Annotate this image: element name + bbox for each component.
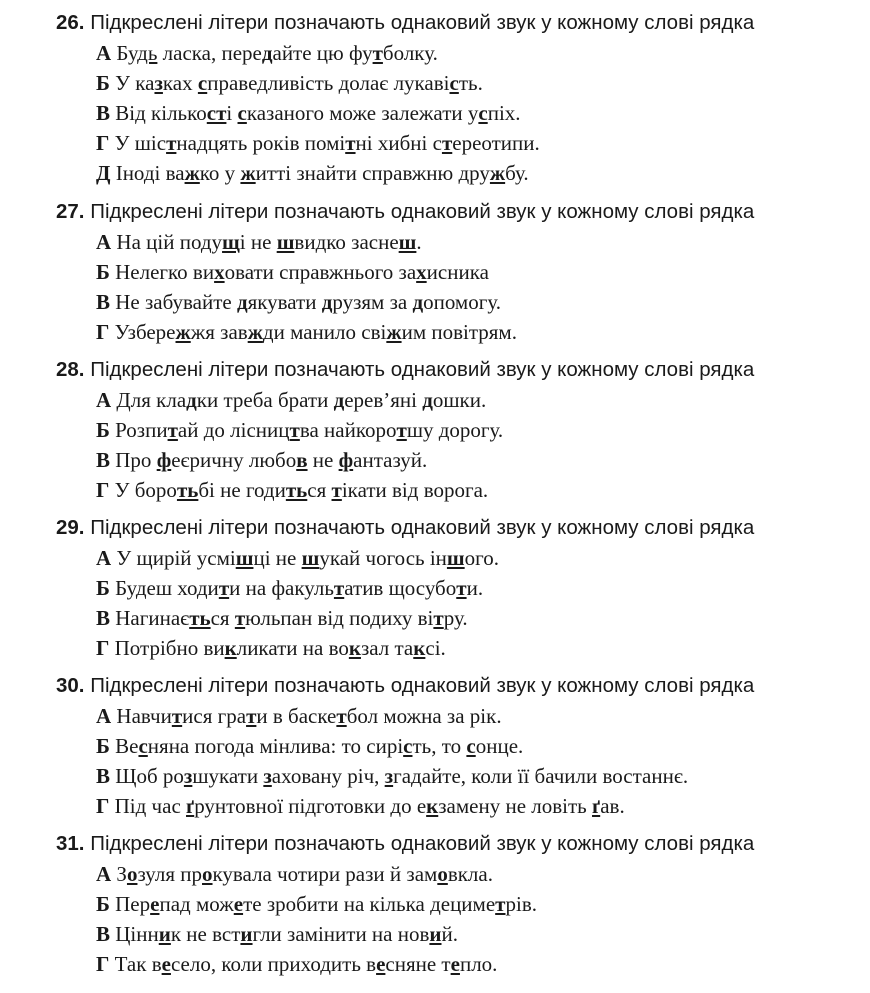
option-text [109, 131, 539, 155]
text-run: Про [110, 448, 157, 472]
text-run: Для кла [111, 388, 187, 412]
underlined-letter: ть [285, 478, 308, 502]
option-text [111, 704, 501, 728]
text-run: не [307, 448, 339, 472]
answer-option-h [96, 633, 446, 663]
text-run: Будеш ходи [109, 576, 219, 600]
text-run: итті знайти справжню дру [255, 161, 490, 185]
underlined-letter: ж [175, 320, 191, 344]
underlined-letter: д [333, 388, 345, 412]
text-run: Потрібно ви [109, 636, 225, 660]
underlined-letter: т [246, 704, 257, 728]
text-run: Узбере [109, 320, 176, 344]
question-header [56, 197, 754, 227]
text-run: ся [307, 478, 332, 502]
text-run: и. [466, 576, 484, 600]
underlined-letter: в [296, 448, 308, 472]
underlined-letter: е [376, 952, 386, 976]
underlined-letter: т [345, 131, 356, 155]
underlined-letter: ш [301, 546, 320, 570]
answer-option-a [96, 385, 486, 415]
text-run: У ка [109, 71, 155, 95]
answer-option-a [96, 701, 502, 731]
underlined-letter: ш [276, 230, 295, 254]
text-run: Пер [109, 892, 151, 916]
text-run: овати справжнього за [224, 260, 417, 284]
option-text [111, 388, 486, 412]
question-number: 26. [56, 11, 85, 34]
option-letter: В [96, 606, 111, 630]
option-letter: Б [96, 71, 110, 95]
text-run: пад мож [159, 892, 234, 916]
underlined-letter: т [433, 606, 444, 630]
answer-option-h [96, 949, 497, 979]
underlined-letter: д [261, 41, 273, 65]
option-text [109, 478, 488, 502]
question-header [56, 513, 754, 543]
text-run: ки треба брати [196, 388, 334, 412]
underlined-letter: т [333, 576, 345, 600]
answer-option-d [96, 158, 529, 188]
answer-option-h [96, 475, 488, 505]
option-text [111, 546, 499, 570]
text-run: юльпан від подиху ві [245, 606, 434, 630]
text-run: зуля пр [137, 862, 203, 886]
underlined-letter: ф [156, 448, 172, 472]
underlined-letter: ш [446, 546, 465, 570]
option-letter: Г [96, 131, 110, 155]
underlined-letter: д [412, 290, 424, 314]
text-run: надцять років помі [176, 131, 346, 155]
underlined-letter: к [348, 636, 361, 660]
underlined-letter: т [336, 704, 347, 728]
text-run: ого. [464, 546, 499, 570]
option-letter: А [96, 230, 112, 254]
underlined-letter: и [158, 922, 171, 946]
underlined-letter: е [150, 892, 160, 916]
underlined-letter: т [441, 131, 453, 155]
option-letter: А [96, 704, 112, 728]
underlined-letter: ґ [186, 794, 195, 818]
text-run: ні хибні с [355, 131, 442, 155]
text-run: Розпи [109, 418, 168, 442]
underlined-letter: т [372, 41, 383, 65]
text-run: кувала чотири рази й зам [212, 862, 438, 886]
text-run: На цій поду [111, 230, 223, 254]
answer-option-b [96, 573, 483, 603]
underlined-letter: ж [240, 161, 256, 185]
text-run: зал та [360, 636, 414, 660]
question-header [56, 829, 754, 859]
question-number: 30. [56, 674, 85, 697]
underlined-letter: з [154, 71, 163, 95]
answer-option-b [96, 257, 489, 287]
text-run: ошки. [432, 388, 487, 412]
option-letter: Б [96, 260, 110, 284]
option-text [110, 260, 489, 284]
answer-option-b [96, 68, 483, 98]
option-text [110, 734, 523, 758]
answer-option-v [96, 761, 688, 791]
text-run: бол можна за рік. [346, 704, 502, 728]
underlined-letter: о [202, 862, 213, 886]
underlined-letter: с [197, 71, 208, 95]
text-run: ликати на во [236, 636, 349, 660]
text-run: жя зав [190, 320, 248, 344]
underlined-letter: т [495, 892, 506, 916]
option-letter: В [96, 764, 111, 788]
underlined-letter: ть [189, 606, 211, 630]
underlined-letter: т [234, 606, 246, 630]
underlined-letter: е [161, 952, 171, 976]
option-text [110, 101, 521, 125]
answer-option-v [96, 603, 468, 633]
option-text [110, 922, 458, 946]
underlined-letter: з [384, 764, 394, 788]
underlined-letter: е [233, 892, 244, 916]
text-run: У щирій усмі [111, 546, 236, 570]
underlined-letter: е [450, 952, 460, 976]
answer-option-h [96, 791, 625, 821]
option-letter: А [96, 862, 112, 886]
option-text [111, 862, 493, 886]
text-run: ереотипи. [452, 131, 540, 155]
question-number: 31. [56, 832, 85, 855]
underlined-letter: д [422, 388, 433, 412]
text-run: Ве [109, 734, 139, 758]
text-run: Не забувайте [110, 290, 237, 314]
underlined-letter: ґ [592, 794, 601, 818]
underlined-letter: з [263, 764, 272, 788]
question-header [56, 671, 754, 701]
text-run: Навчи [111, 704, 172, 728]
answer-option-v [96, 287, 501, 317]
text-run: рів. [505, 892, 537, 916]
option-letter: Д [96, 161, 111, 185]
underlined-letter: д [186, 388, 197, 412]
text-run: ко у [199, 161, 241, 185]
text-run: рузям за [332, 290, 413, 314]
text-run: ках [162, 71, 198, 95]
underlined-letter: т [396, 418, 407, 442]
underlined-letter: т [171, 704, 183, 728]
option-letter: В [96, 101, 111, 125]
question-number: 28. [56, 358, 85, 381]
text-run: онце. [475, 734, 524, 758]
text-run: Нагинає [110, 606, 190, 630]
underlined-letter: ж [386, 320, 402, 344]
text-run: замену не ловіть [438, 794, 593, 818]
underlined-letter: к [413, 636, 426, 660]
underlined-letter: и [240, 922, 253, 946]
option-letter: Б [96, 576, 110, 600]
text-run: те зробити на кілька дециме [243, 892, 496, 916]
text-run: рунтовної підготовки до е [194, 794, 427, 818]
underlined-letter: т [166, 131, 177, 155]
text-run: ай до лісниц [177, 418, 290, 442]
text-run: еєричну любо [171, 448, 297, 472]
option-text [110, 290, 501, 314]
underlined-letter: ф [338, 448, 354, 472]
question-header [56, 8, 754, 38]
underlined-letter: к [426, 794, 439, 818]
option-letter: Г [96, 952, 110, 976]
text-run: якувати [247, 290, 322, 314]
question-header [56, 355, 754, 385]
underlined-letter: з [183, 764, 193, 788]
underlined-letter: т [456, 576, 467, 600]
text-run: Так в [109, 952, 162, 976]
answer-option-a [96, 38, 438, 68]
text-run: к не вст [170, 922, 241, 946]
text-run: і [226, 101, 238, 125]
underlined-letter: о [126, 862, 138, 886]
answer-option-v [96, 919, 458, 949]
text-run: Іноді ва [110, 161, 185, 185]
underlined-letter: с [449, 71, 459, 95]
option-letter: Г [96, 320, 110, 344]
answer-option-a [96, 543, 499, 573]
underlined-letter: ст [206, 101, 227, 125]
option-text [109, 636, 445, 660]
option-letter: Б [96, 734, 110, 758]
text-run: Цінн [110, 922, 159, 946]
text-run: Нелегко ви [109, 260, 215, 284]
text-run: сі. [425, 636, 446, 660]
option-text [109, 794, 624, 818]
option-letter: Г [96, 478, 110, 502]
answer-option-b [96, 731, 523, 761]
question-number: 27. [56, 200, 85, 223]
text-run: атив щосубо [344, 576, 457, 600]
underlined-letter: о [437, 862, 448, 886]
underlined-letter: х [214, 260, 225, 284]
text-run: Під час [109, 794, 187, 818]
question-prompt: Підкреслені літери позначають однаковий звук у кожному слові рядка [90, 516, 755, 539]
text-run: ці не [253, 546, 302, 570]
option-text [109, 952, 497, 976]
text-run: З [111, 862, 127, 886]
text-run: Бу [111, 41, 138, 65]
text-run: ерев’яні [344, 388, 423, 412]
underlined-letter: с [403, 734, 413, 758]
text-run: Від кілько [110, 101, 207, 125]
text-run: болку. [382, 41, 438, 65]
option-text [110, 606, 468, 630]
answer-option-a [96, 227, 422, 257]
option-text [111, 230, 421, 254]
text-run: и в баске [256, 704, 337, 728]
text-run: . [416, 230, 422, 254]
text-run: опомогу. [423, 290, 501, 314]
option-text [110, 764, 688, 788]
underlined-letter: т [218, 576, 230, 600]
option-text [110, 71, 483, 95]
text-run: ав. [600, 794, 625, 818]
option-letter: В [96, 448, 111, 472]
text-run: піх. [487, 101, 521, 125]
option-text [111, 41, 438, 65]
option-letter: Б [96, 418, 110, 442]
option-letter: А [96, 41, 112, 65]
underlined-letter: ш [235, 546, 254, 570]
text-run: ися гра [182, 704, 247, 728]
underlined-letter: и [429, 922, 442, 946]
option-text [110, 576, 483, 600]
text-run: аховану річ, [271, 764, 385, 788]
text-run: няна погода мінлива: то сирі [147, 734, 404, 758]
answer-option-h [96, 317, 517, 347]
text-run: У боро [109, 478, 177, 502]
text-run: і не [239, 230, 277, 254]
text-run: Щоб ро [110, 764, 184, 788]
underlined-letter: т [331, 478, 342, 502]
text-run: шу дорогу. [406, 418, 504, 442]
underlined-letter: с [466, 734, 476, 758]
option-letter: А [96, 388, 112, 412]
option-text [110, 161, 528, 185]
text-run: казаного може залежати у [246, 101, 479, 125]
text-run: село, коли приходить в [170, 952, 377, 976]
text-run: исника [426, 260, 489, 284]
option-text [109, 320, 517, 344]
text-run: гли замінити на нов [252, 922, 430, 946]
text-run: ру. [443, 606, 468, 630]
underlined-letter: дь [137, 41, 158, 65]
option-letter: Г [96, 794, 110, 818]
option-letter: А [96, 546, 112, 570]
text-run: ся [210, 606, 235, 630]
question-prompt: Підкреслені літери позначають однаковий звук у кожному слові рядка [90, 358, 755, 381]
underlined-letter: к [224, 636, 237, 660]
text-run: им повітрям. [401, 320, 517, 344]
text-run: бу. [505, 161, 529, 185]
underlined-letter: щ [222, 230, 240, 254]
text-run: антазуй. [353, 448, 428, 472]
answer-option-a [96, 859, 493, 889]
option-letter: Г [96, 636, 110, 660]
text-run: ть, то [412, 734, 467, 758]
question-prompt: Підкреслені літери позначають однаковий звук у кожному слові рядка [90, 674, 755, 697]
text-run: У шіс [109, 131, 167, 155]
underlined-letter: т [289, 418, 300, 442]
text-run: и на факуль [229, 576, 334, 600]
text-run: шукати [192, 764, 264, 788]
text-run: укай чогось ін [319, 546, 447, 570]
answer-option-b [96, 889, 537, 919]
question-prompt: Підкреслені літери позначають однаковий звук у кожному слові рядка [90, 200, 755, 223]
answer-option-h [96, 128, 540, 158]
text-run: ласка, пере [157, 41, 262, 65]
option-letter: В [96, 290, 111, 314]
underlined-letter: х [416, 260, 427, 284]
text-run: гадайте, коли її бачили востаннє. [393, 764, 689, 788]
text-run: вкла. [447, 862, 493, 886]
text-run: бі не годи [198, 478, 286, 502]
option-text [110, 448, 427, 472]
text-run: ікати від ворога. [341, 478, 489, 502]
underlined-letter: с [138, 734, 148, 758]
question-number: 29. [56, 516, 85, 539]
underlined-letter: ть [176, 478, 199, 502]
underlined-letter: ж [489, 161, 506, 185]
underlined-letter: с [237, 101, 247, 125]
text-run: пло. [459, 952, 498, 976]
text-run: сняне т [385, 952, 451, 976]
underlined-letter: ж [247, 320, 263, 344]
option-text [110, 418, 503, 442]
underlined-letter: ж [184, 161, 200, 185]
text-run: ть. [458, 71, 483, 95]
underlined-letter: д [236, 290, 248, 314]
underlined-letter: с [478, 101, 488, 125]
underlined-letter: д [321, 290, 333, 314]
text-run: й. [441, 922, 458, 946]
option-letter: Б [96, 892, 110, 916]
question-prompt: Підкреслені літери позначають однаковий звук у кожному слові рядка [90, 11, 755, 34]
answer-option-v [96, 98, 521, 128]
option-letter: В [96, 922, 111, 946]
text-run: айте цю фу [272, 41, 373, 65]
option-text [110, 892, 537, 916]
answer-option-b [96, 415, 503, 445]
underlined-letter: т [167, 418, 178, 442]
underlined-letter: ш [398, 230, 417, 254]
text-run: праведливість долає лукаві [207, 71, 450, 95]
question-prompt: Підкреслені літери позначають однаковий звук у кожному слові рядка [90, 832, 755, 855]
text-run: ди манило сві [262, 320, 387, 344]
text-run: ва найкоро [299, 418, 397, 442]
text-run: видко засне [294, 230, 399, 254]
answer-option-v [96, 445, 427, 475]
